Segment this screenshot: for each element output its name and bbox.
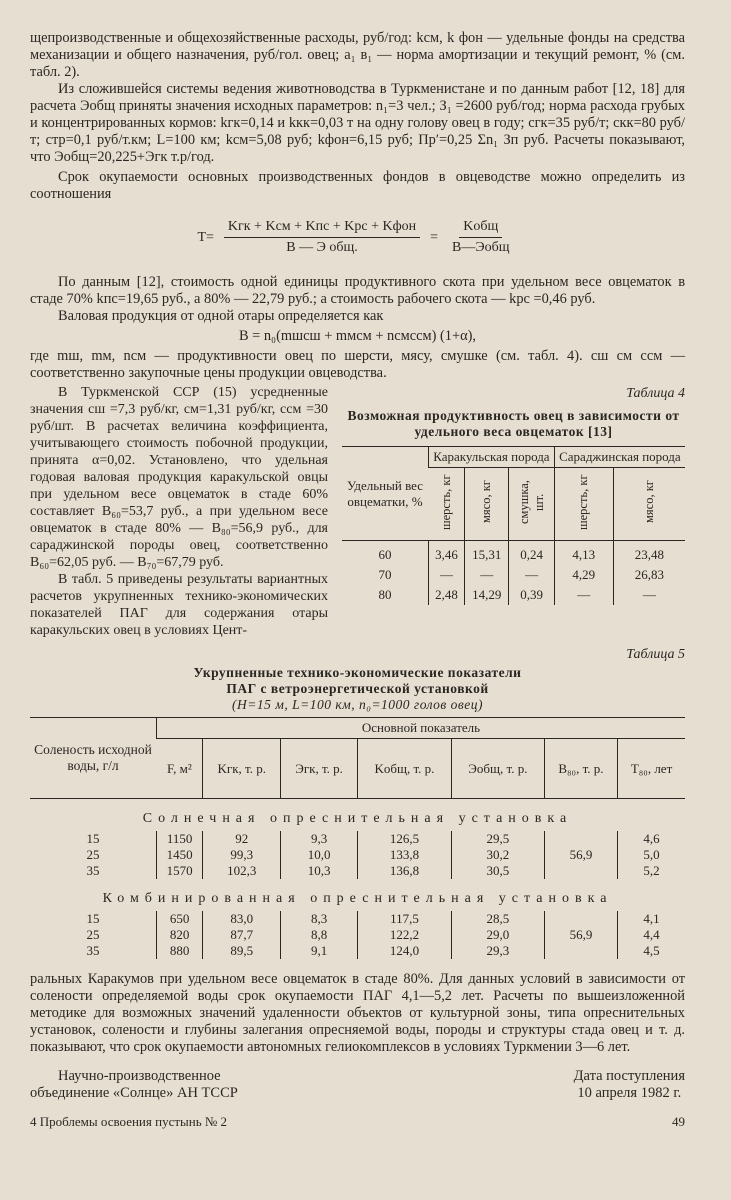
page-footer xyxy=(30,1114,685,1130)
table4-subheader: смушка, шт. xyxy=(516,480,546,524)
table-cell: 4,13 xyxy=(554,541,613,566)
footer-date-line-1: Дата поступления xyxy=(573,1068,685,1084)
table5-subheader: Kобщ, т. р. xyxy=(357,739,451,799)
table-row xyxy=(342,541,685,566)
page-number: 49 xyxy=(672,1114,685,1129)
table-cell: 0,39 xyxy=(509,585,554,605)
table-cell: 5,0 xyxy=(618,847,685,863)
table-cell: — xyxy=(554,585,613,605)
table-cell: 35 xyxy=(86,943,100,958)
table5-section-combined: Комбинированная опреснительная установка xyxy=(102,891,613,906)
footer-date-line-2: 10 апреля 1982 г. xyxy=(577,1085,682,1101)
table-cell: — xyxy=(429,565,465,585)
left-column xyxy=(30,384,328,639)
footer-org-line-2: объединение «Солнце» АН ТССР xyxy=(30,1085,238,1101)
table-cell: 29,0 xyxy=(451,927,544,943)
table-cell: 4,4 xyxy=(618,927,685,943)
table5-subheader: F, м² xyxy=(166,760,192,776)
table-cell: 23,48 xyxy=(613,541,685,566)
table-cell: 9,1 xyxy=(281,943,358,959)
table-cell: 89,5 xyxy=(203,943,281,959)
table5-block xyxy=(30,647,685,959)
paragraph-top-2: Из сложившейся системы ведения животноводства в Туркменистане и по данным работ [12, 18] для расчета Эобщ приняты значения исходных параметров: n₁=3 чел.; З₁ =2600 руб/год; норма расхода грубых и концентрированных кормов: kгк=0,14 и kкк=0,03 т на одну голову овец в году; cгк=35 руб/т; cкк=80 руб/т; cтр=0,1 руб/т.км; L=100 км; kсм=5,08 руб; kфон=6,15 руб; Пр′=0,25 Σn₁ Зп руб. Расчеты показывают, что Эобщ=20,225+Эгк т.р/год. xyxy=(30,81,685,165)
table-cell: 3,46 xyxy=(429,541,465,566)
table-cell: 14,29 xyxy=(464,585,508,605)
table-cell: 124,0 xyxy=(357,943,451,959)
table-cell: 10,0 xyxy=(281,847,358,863)
table-row xyxy=(30,847,685,863)
table5 xyxy=(30,717,685,959)
footer-org xyxy=(30,1068,238,1102)
table4-block xyxy=(342,384,685,639)
formula-fraction-1 xyxy=(224,219,420,256)
table-cell: 15,31 xyxy=(464,541,508,566)
footer-date xyxy=(574,1068,685,1102)
table5-title-line-2: ПАГ с ветроэнергетической установкой xyxy=(226,681,489,696)
paragraph-mid-3: где mш, mм, nсм — продуктивности овец по шерсти, мясу, смушке (см. табл. 4). cш cм cсм — соответственно закупочные цены продукции овцеводства. xyxy=(30,348,685,381)
table-cell: 4,6 xyxy=(618,831,685,847)
table-cell: — xyxy=(509,565,554,585)
table-cell: 1450 xyxy=(157,847,203,863)
table-cell xyxy=(544,911,617,927)
table-cell: 2,48 xyxy=(429,585,465,605)
table4-group-2: Сараджинская порода xyxy=(554,447,685,468)
table-cell: 30,5 xyxy=(451,863,544,879)
table-cell: 15 xyxy=(86,911,100,926)
table-cell: 133,8 xyxy=(357,847,451,863)
table4-subheader: мясо, кг xyxy=(479,480,494,524)
table-cell: 99,3 xyxy=(203,847,281,863)
table5-group: Основной показатель xyxy=(157,718,686,739)
table-row xyxy=(30,911,685,927)
table4-title: Возможная продуктивность овец в зависимости от удельного веса овцематок [13] xyxy=(347,408,680,439)
table-cell: 8,8 xyxy=(281,927,358,943)
table-cell: 10,3 xyxy=(281,863,358,879)
table5-subheader: Kгк, т. р. xyxy=(203,739,281,799)
table-cell: 29,5 xyxy=(451,831,544,847)
paragraph-mid-2: Валовая продукция от одной отары определяется как xyxy=(58,308,384,324)
table-cell: 26,83 xyxy=(613,565,685,585)
table-row xyxy=(30,927,685,943)
paragraph-top-1: щепроизводственные и общехозяйственные расходы, руб/год: kсм, k фон — удельные фонды на средства механизации и общего назначения, руб/гол. овец; a₁ в₁ — норма амортизации и текущий ремонт, % (см. табл. 2). xyxy=(30,30,685,80)
table-cell: 820 xyxy=(157,927,203,943)
table-cell: 880 xyxy=(157,943,203,959)
table-cell: 25 xyxy=(86,927,100,942)
table-row xyxy=(30,943,685,959)
table-cell: 83,0 xyxy=(203,911,281,927)
table-row xyxy=(342,565,685,585)
table-cell xyxy=(544,943,617,959)
table-cell: 5,2 xyxy=(618,863,685,879)
formula-numerator-2: Kобщ xyxy=(459,219,502,238)
formula-numerator-1: Kгк + Kсм + Kпс + Kрс + Kфон xyxy=(224,219,420,238)
table-cell: 15 xyxy=(86,831,100,846)
table5-section-solar: Солнечная опреснительная установка xyxy=(142,811,573,826)
two-column-block xyxy=(30,384,685,639)
table-cell: 0,24 xyxy=(509,541,554,566)
formula-denominator-1: B — Э общ. xyxy=(286,240,358,255)
table-cell: 9,3 xyxy=(281,831,358,847)
formula-lhs: T= xyxy=(197,229,214,245)
table-cell: 122,2 xyxy=(357,927,451,943)
table5-title-line-1: Укрупненные технико-экономические показатели xyxy=(193,665,522,680)
table-cell: 29,3 xyxy=(451,943,544,959)
table-cell: 102,3 xyxy=(203,863,281,879)
table-cell: 30,2 xyxy=(451,847,544,863)
paragraph-mid-1: По данным [12], стоимость одной единицы продуктивного скота при удельном весе овцематок в стаде 70% kпс=19,65 руб., а 80% — 22,79 руб.; а стоимость рабочего скота — kрс =0,46 руб. xyxy=(30,274,685,307)
table-row xyxy=(30,863,685,879)
table-cell: — xyxy=(464,565,508,585)
table4-subheader: мясо, кг xyxy=(641,480,656,524)
table-cell: 60 xyxy=(378,547,392,562)
table-cell xyxy=(544,831,617,847)
table-cell: 70 xyxy=(378,567,392,582)
table-cell: 650 xyxy=(157,911,203,927)
paragraph-bottom: ральных Каракумов при удельном весе овцематок в стаде 80%. Для данных условий в зависимости от солености определяемой воды срок окупаемости ПАГ 4,1—5,2 лет. Расчеты по вышеизложенной методике для возможных значений удаленности объектов от культурной зоны, типа опреснительных установок, солености и глубины залегания опресняемой воды, породы и структуры стада овец и т. д. показывают, что срок окупаемости автономных гелиокомплексов в условиях Туркмении 3—6 лет. xyxy=(30,971,685,1055)
table-cell: 4,5 xyxy=(618,943,685,959)
table-cell: 4,1 xyxy=(618,911,685,927)
table-cell xyxy=(544,863,617,879)
table-cell: 92 xyxy=(203,831,281,847)
table4 xyxy=(342,446,685,605)
table5-subheader: Эобщ, т. р. xyxy=(451,739,544,799)
table-cell: — xyxy=(613,585,685,605)
table5-title-line-3: (H=15 м, L=100 км, n₀=1000 голов овец) xyxy=(231,697,483,712)
table-cell: 1150 xyxy=(157,831,203,847)
table4-subheader: шерсть, кг xyxy=(438,474,453,530)
table-cell: 117,5 xyxy=(357,911,451,927)
table-row xyxy=(30,831,685,847)
formula-denominator-2: B—Эобщ xyxy=(452,240,510,255)
payback-formula xyxy=(30,219,685,256)
table-cell: 25 xyxy=(86,847,100,862)
table5-row-header: Соленость исходной воды, г/л xyxy=(34,742,152,773)
left-column-paragraph-2: В табл. 5 приведены результаты вариантных расчетов укрупненных технико-экономических показателей ПАГ для содержания отары каракульских овец в условиях Цент- xyxy=(30,572,328,638)
footer xyxy=(30,1068,685,1102)
table-cell: 1570 xyxy=(157,863,203,879)
table5-subheader: B₈₀, т. р. xyxy=(544,739,617,799)
table-cell: 56,9 xyxy=(544,927,617,943)
table5-title xyxy=(30,665,685,713)
table-cell: 126,5 xyxy=(357,831,451,847)
table5-caption: Таблица 5 xyxy=(626,647,685,662)
signature-mark: 4 Проблемы освоения пустынь № 2 xyxy=(30,1114,228,1129)
table-cell: 28,5 xyxy=(451,911,544,927)
table-cell: 4,29 xyxy=(554,565,613,585)
table4-caption: Таблица 4 xyxy=(626,386,685,401)
table-cell: 56,9 xyxy=(544,847,617,863)
formula-fraction-2 xyxy=(448,219,513,256)
table5-subheader: Эгк, т. р. xyxy=(281,739,358,799)
paragraph-top-3: Срок окупаемости основных производственных фондов в овцеводстве можно определить из соотношения xyxy=(30,169,685,202)
table-cell: 80 xyxy=(378,587,392,602)
left-column-paragraph-1: В Туркменской ССР (15) усредненные значения cш =7,3 руб/кг, cм=1,31 руб/кг, cсм =30 руб/шт. В расчетах величина коэффициента, учитывающего стоимость побочной продукции, принята α=0,02. Установлено, что удельная годовая валовая продукция каракульской овцы при удельном весе овцематок в стаде 60% составляет B₆₀=53,7 руб., а при удельном весе овцематок в стаде 80% — B₈₀=56,9 руб., для сараджинской породы овец, соответственно B₆₀=62,05 руб. — B₇₀=67,79 руб. xyxy=(30,385,328,570)
footer-org-line-1: Научно-производственное xyxy=(58,1068,221,1084)
table5-subheader: T₈₀, лет xyxy=(618,739,685,799)
formula-equals: = xyxy=(430,229,439,245)
table-cell: 35 xyxy=(86,863,100,878)
table-cell: 8,3 xyxy=(281,911,358,927)
table-cell: 87,7 xyxy=(203,927,281,943)
table4-row-header: Удельный вес овцематки, % xyxy=(342,447,429,541)
production-formula: B = n₀(mшcш + mмcм + nсмcсм) (1+α), xyxy=(238,328,477,344)
table-row xyxy=(342,585,685,605)
table4-group-1: Каракульская порода xyxy=(429,447,555,468)
table-cell: 136,8 xyxy=(357,863,451,879)
table4-subheader: шерсть, кг xyxy=(576,474,591,530)
